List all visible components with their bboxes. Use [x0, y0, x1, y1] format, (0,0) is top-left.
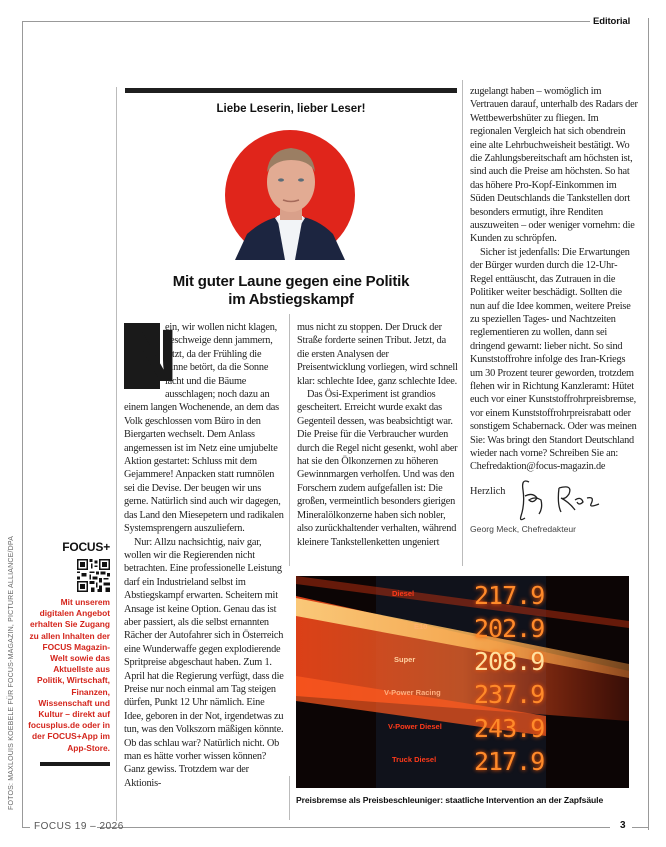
- fuel-price: 208.9: [474, 647, 545, 676]
- salutation: Liebe Leserin, lieber Leser!: [216, 103, 366, 115]
- fuel-price: 237.9: [474, 680, 545, 709]
- frame-line-bottom: [22, 827, 30, 828]
- photo-credit: FOTOS: MAXLOUIS KOEBELE FÜR FOCUS-MAGAZIN, PICTURE ALLIANCE/DPA: [8, 535, 15, 810]
- fuel-price: 217.9: [474, 581, 545, 610]
- price-row: [296, 714, 629, 742]
- frame-line-bottom: [97, 827, 610, 828]
- fuel-label: Diesel: [392, 589, 415, 598]
- signature-block: [470, 480, 635, 534]
- column-divider: [116, 87, 117, 821]
- fuel-price: 202.9: [474, 614, 545, 643]
- headline-line-2: im Abstiegskampf: [228, 291, 354, 308]
- fuel-label: E10: [414, 622, 428, 631]
- focus-plus-sidebar: [28, 540, 110, 766]
- signer-name: Georg Meck, Chefredakteur: [470, 524, 577, 534]
- paragraph: ein, wir wollen nicht klagen, geschweige denn jammern, jetzt, da der Frühling die Sinne betört, da die Sonne lacht und die Bäume ausschlagen; noch dazu an einem langen Wochenende, an dem das Volk geschlossen vom Büro in den Biergarten wechselt. Dem Anlass angemessen ist im Netz eine umjubelte Aktion gestartet: Schluss mit dem Gejammere! Anpacken statt rumnölen sei die Devise. Der beugen wir uns gerne. Natürlich sind auch wir dagegen, das Land den Miesepetern und radikalen Systemsprengern auszuliefern.: [124, 322, 284, 535]
- paragraph: Nur: Allzu nachsichtig, naiv gar, wollen wir die Regierenden nicht betrachten. Eine professionelle Leistung darf ein Industrieland selbst im Abstiegskampf erwarten. Scheitern mit Ansage ist keine Option. Genau das ist aber passiert, als die selbst ernannten Rächer der Autofahrer sich in Österreich eine Wunderwaffe gegen explodierende Spritpreise abgeschaut haben. Zum 1. April hat die Regierung verfügt, dass die Preise nur noch einmal am Tag steigen dürfen, Punkt 12 Uhr nämlich. Eine Idee, geboren in der Not, irgendetwas zu tun, was den Volkszorn mäßigen könnte. Ob das schlau war? Natürlich nicht. Ob man es hätte vorher wissen können? Ganz gewiss. Trotzdem war der Aktionis-: [124, 536, 284, 789]
- footer-issue: FOCUS 19 – 2026: [34, 821, 124, 832]
- frame-line-top: [22, 21, 590, 22]
- article-column-2: [297, 321, 459, 549]
- price-row: [296, 581, 629, 609]
- page-number: 3: [620, 820, 626, 831]
- qr-code-icon[interactable]: [77, 559, 110, 592]
- price-row: [296, 747, 629, 775]
- section-label: Editorial: [593, 16, 631, 27]
- headline-line-1: Mit guter Laune gegen eine Politik: [172, 273, 410, 290]
- paragraph: Sicher ist jedenfalls: Die Erwartungen der Bürger wurden durch die 12-Uhr-Regel enttäuscht, das Zutrauen in die Politiker weiter beschädigt. Sollten die nun auf die Idee kommen, weitere Preise zu speziellen Tages- und Nachtzeiten reglementieren zu wollen, dann sei dringend gewarnt: lieber nicht. So sind Kunststoffrohre infolge des Iran-Kriegs um 30 Prozent teurer geworden, trotzdem flehen wir in Richtung Kanzleramt: Hütet euch vor einer Kunststoffrohrpreisbremse, vor einem Kunststoffrohrpreisrabatt oder sonstigem Schabernack. Oder was meinen Sie: Was bringt den Standort Deutschland wieder nach vorne? Schreiben Sie an: Chefredaktion@focus-magazin.de: [470, 246, 637, 473]
- price-row: [296, 680, 629, 708]
- frame-line-left: [22, 21, 23, 827]
- paragraph: Das Ösi-Experiment ist grandios gescheitert. Erreicht wurde exakt das Gegenteil dessen, was beabsichtigt war. Die Preise für die Verbraucher wurden durch die Regel nicht gesenkt, wohl aber hat sie den Ölkonzernen zu höheren Gewinnmargen verholfen. Und was den Forschern zudem aufgefallen ist: Die großen, vermeintlich besonders gierigen Mineralölkonzerne haben sich nobler, also zurückhaltender verhalten, während kleinere Tankstellenketten ungeniert: [297, 389, 458, 548]
- sidebar-promo-text: Mit unserem digitalen Angebot erhalten Sie Zugang zu allen Inhalten der FOCUS Magazin-Welt sowie das Aktuellste aus Politik, Wirtschaft, Finanzen, Wissenschaft und Kultur – direkt auf focusplus.de oder in der FOCUS+App im App-Store.: [28, 597, 110, 753]
- fuel-label: V-Power Racing: [384, 688, 441, 697]
- paragraph: zugelangt haben – womöglich im Vertrauen darauf, unterhalb des Radars der Wettbewerbshüter zu fliegen. Im regionalen Vergleich hat sich obendrein eine alte Lehrbuchweisheit bestätigt. Wo die Zahlungsbereitschaft am höchsten ist, sind auch die Preise am höchsten. So hat das höhere Pro-Kopf-Einkommen im Süden Deutschlands die Tankstellen dort besonders ermutigt, ihre Renditen auszuweiten – oder weniger vornehm: die Kunden zu schröpfen.: [470, 86, 638, 245]
- column-divider: [462, 80, 463, 566]
- sidebar-title: FOCUS+: [62, 540, 110, 554]
- article-headline: [116, 273, 466, 309]
- signature-image: [515, 474, 615, 524]
- fuel-price: 243.9: [474, 714, 545, 743]
- price-row: [296, 614, 629, 642]
- header-rule: [125, 88, 457, 93]
- column-divider: [289, 314, 290, 566]
- article-column-1: [124, 314, 286, 790]
- fuel-label: Super: [394, 655, 416, 664]
- price-row: [296, 647, 629, 675]
- article-column-3: [470, 85, 638, 474]
- paragraph: mus nicht zu stoppen. Der Druck der Straße forderte seinen Tribut. Jetzt, da die ersten Analysen der Preisentwicklung vorliegen, wird schnell klar: schlechte Idee, ganz schlechte Idee.: [297, 322, 458, 387]
- gas-station-price-photo: [296, 576, 629, 788]
- fuel-label: V-Power Diesel: [388, 722, 442, 731]
- signoff: Herzlich: [470, 486, 506, 497]
- fuel-price: 217.9: [474, 747, 545, 776]
- sidebar-rule: [40, 762, 110, 766]
- column-divider: [289, 776, 290, 820]
- dropcap: N: [124, 314, 178, 397]
- fuel-label: Truck Diesel: [392, 755, 437, 764]
- author-portrait: [225, 130, 355, 260]
- frame-line-right: [648, 18, 649, 830]
- frame-line-bottom: [632, 827, 648, 828]
- signoff-row: [470, 480, 635, 520]
- photo-caption: Preisbremse als Preisbeschleuniger: staatliche Intervention an der Zapfsäule: [296, 795, 604, 805]
